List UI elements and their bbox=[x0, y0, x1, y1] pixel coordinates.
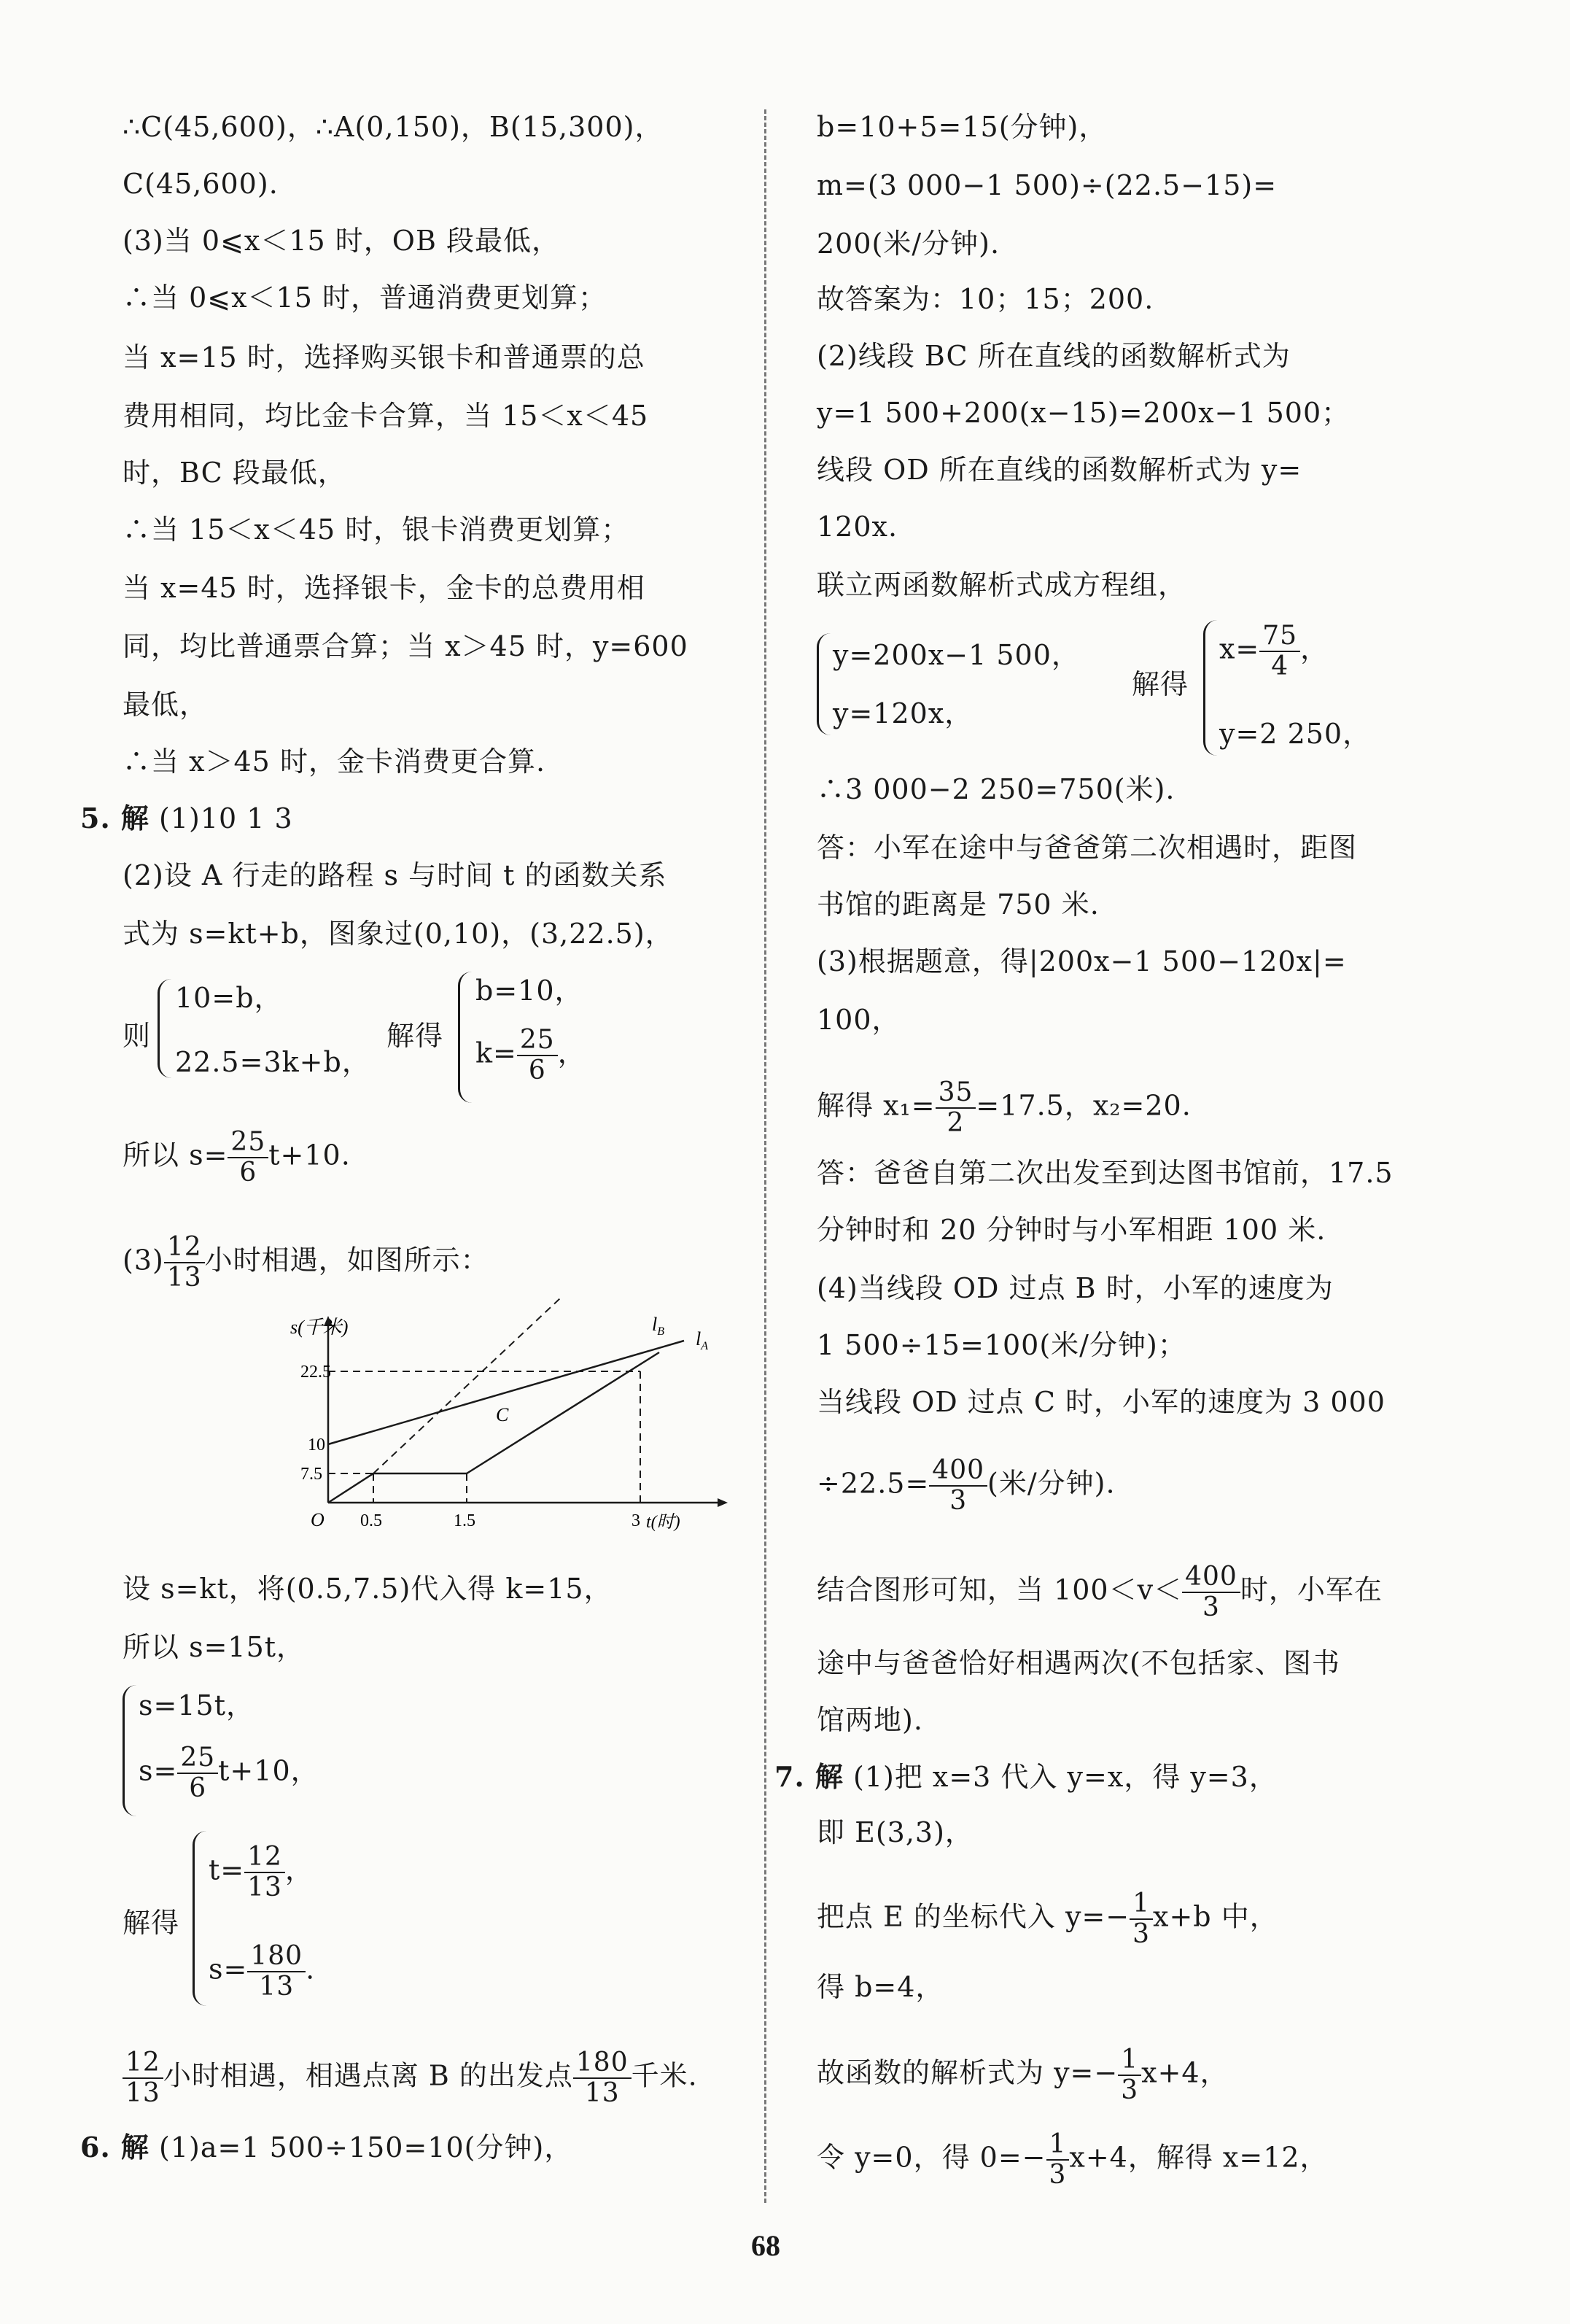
distance-time-graph bbox=[290, 1306, 750, 1546]
fraction: $\frac{75}{4}$ bbox=[1259, 621, 1300, 681]
text-line: 设 s=kt，将(0.5,7.5)代入得 k=15， bbox=[123, 1573, 613, 1605]
text-line: 费用相同，均比金卡合算，当 15＜x＜45 bbox=[123, 400, 649, 432]
x-axis-label: t(时) bbox=[646, 1513, 680, 1532]
text-line: 200(米/分钟). bbox=[817, 228, 1000, 260]
equation: k= $\frac{25}{6}$ ， bbox=[475, 1025, 586, 1085]
brace bbox=[193, 1831, 206, 2006]
line-a-label: $l_A$ bbox=[696, 1328, 709, 1352]
text-line: 线段 OD 所在直线的函数解析式为 y= bbox=[817, 454, 1302, 486]
text-line: (2)设 A 行走的路程 s 与时间 t 的函数关系 bbox=[123, 859, 667, 891]
fraction: $\frac{25}{6}$ bbox=[228, 1128, 268, 1188]
solve-label: 解得 bbox=[1132, 668, 1189, 700]
fraction: $\frac{12}{13}$ bbox=[164, 1233, 205, 1293]
text-line: 答：小军在途中与爸爸第二次相遇时，距图 bbox=[817, 832, 1358, 864]
brace bbox=[158, 979, 171, 1078]
tick-label: 10 bbox=[308, 1436, 325, 1455]
question-5-answer bbox=[80, 801, 293, 836]
equation: s=15t， bbox=[139, 1689, 254, 1721]
fraction: $\frac{12}{13}$ bbox=[244, 1843, 285, 1902]
brace bbox=[817, 633, 831, 735]
equation: y=120x， bbox=[833, 697, 974, 729]
text-line: ∴当 0⩽x＜15 时，普通消费更划算； bbox=[123, 282, 607, 314]
answer-part-1: (1)把 x=3 代入 y=x，得 y=3， bbox=[853, 1761, 1278, 1793]
text-line: y=1 500+200(x−15)=200x−1 500； bbox=[817, 397, 1351, 429]
equation: 22.5=3k+b， bbox=[175, 1046, 370, 1078]
text-line: 结合图形可知，当 100＜v＜ $\frac{400}{3}$ 时，小军在 bbox=[817, 1562, 1383, 1622]
text-line: 答：爸爸自第二次出发至到达图书馆前，17.5 bbox=[817, 1157, 1394, 1189]
text-line: 馆两地). bbox=[817, 1704, 923, 1736]
text-line: ∴当 15＜x＜45 时，银卡消费更划算； bbox=[123, 514, 630, 546]
text-line: (3) $\frac{12}{13}$ 小时相遇，如图所示： bbox=[123, 1232, 489, 1293]
text-line: ∴C(45,600)，∴A(0,150)，B(15,300)， bbox=[123, 111, 664, 143]
fraction: $\frac{180}{13}$ bbox=[573, 2048, 632, 2108]
text-line: b=10+5=15(分钟)， bbox=[817, 111, 1108, 143]
tick-label: 22.5 bbox=[300, 1363, 331, 1382]
fraction: $\frac{400}{3}$ bbox=[1182, 1562, 1240, 1622]
fraction: $\frac{1}{3}$ bbox=[1118, 2045, 1141, 2105]
fraction: $\frac{25}{6}$ bbox=[517, 1026, 558, 1085]
brace bbox=[1203, 620, 1217, 756]
text-line: (2)线段 BC 所在直线的函数解析式为 bbox=[817, 340, 1291, 372]
fraction: $\frac{1}{3}$ bbox=[1130, 1889, 1153, 1949]
point-c-label: C bbox=[496, 1404, 509, 1425]
equation: x= $\frac{75}{4}$ ， bbox=[1219, 621, 1329, 681]
text-line: 当线段 OD 过点 C 时，小军的速度为 3 000 bbox=[817, 1386, 1386, 1418]
page-number: 68 bbox=[751, 2229, 780, 2262]
text-line: m=(3 000−1 500)÷(22.5−15)= bbox=[817, 169, 1278, 201]
text-line: 把点 E 的坐标代入 y=− $\frac{1}{3}$ x+b 中， bbox=[817, 1889, 1278, 1949]
text-line: (3)根据题意，得|200x−1 500−120x|= bbox=[817, 945, 1347, 977]
text-line: 故答案为：10；15；200. bbox=[817, 283, 1154, 315]
solve-label: 解得 bbox=[123, 1907, 180, 1939]
origin-label: O bbox=[311, 1509, 325, 1530]
fraction: $\frac{1}{3}$ bbox=[1046, 2130, 1070, 2190]
text-line: 当 x=45 时，选择银卡，金卡的总费用相 bbox=[123, 572, 645, 604]
question-7-answer bbox=[774, 1759, 1278, 1794]
text-line: 最低， bbox=[123, 689, 209, 721]
text-line: ÷22.5= $\frac{400}{3}$ (米/分钟). bbox=[817, 1455, 1116, 1516]
text-line: 联立两函数解析式成方程组， bbox=[817, 569, 1187, 601]
text-line: (3)当 0⩽x＜15 时，OB 段最低， bbox=[123, 225, 560, 257]
text-line: 即 E(3,3)， bbox=[817, 1816, 974, 1848]
text-line: 得 b=4， bbox=[817, 1971, 944, 2003]
line-b-segment-1 bbox=[328, 1473, 373, 1503]
text-line: 令 y=0，得 0=− $\frac{1}{3}$ x+4，解得 x=12， bbox=[817, 2129, 1329, 2190]
text-line: 同，均比普通票合算；当 x＞45 时，y=600 bbox=[123, 630, 688, 662]
column-divider bbox=[764, 109, 766, 2203]
text-line: 1 500÷15=100(米/分钟)； bbox=[817, 1329, 1186, 1361]
text-line: 书馆的距离是 750 米. bbox=[817, 888, 1100, 921]
y-axis-label: s(千米) bbox=[290, 1317, 349, 1338]
text-line: 当 x=15 时，选择购买银卡和普通票的总 bbox=[123, 341, 645, 373]
equation: y=2 250， bbox=[1219, 718, 1372, 750]
equation: y=200x−1 500， bbox=[833, 639, 1080, 671]
question-number: 7. 解 bbox=[774, 1760, 844, 1793]
then-label: 则 bbox=[123, 1020, 152, 1052]
text-line: 120x. bbox=[817, 511, 898, 543]
equation: 10=b， bbox=[175, 982, 283, 1014]
result-line: 所以 s= $\frac{25}{6}$ t+10. bbox=[123, 1127, 351, 1188]
line-b-label: $l_B$ bbox=[652, 1314, 665, 1338]
brace bbox=[458, 972, 472, 1103]
text-line: 100， bbox=[817, 1004, 901, 1036]
text-line: 所以 s=15t， bbox=[123, 1631, 306, 1663]
equation: t= $\frac{12}{13}$ ， bbox=[209, 1842, 314, 1902]
line-a bbox=[328, 1341, 684, 1444]
fraction: $\frac{35}{2}$ bbox=[936, 1078, 976, 1138]
question-6-answer bbox=[80, 2130, 572, 2165]
text-line: (4)当线段 OD 过点 B 时，小军的速度为 bbox=[817, 1272, 1334, 1304]
question-number: 6. 解 bbox=[80, 2131, 149, 2164]
answer-part-1: (1)10 1 3 bbox=[159, 802, 293, 834]
fraction: $\frac{25}{6}$ bbox=[177, 1743, 218, 1803]
question-number: 5. 解 bbox=[80, 802, 149, 834]
answer-part-1: (1)a=1 500÷150=10(分钟)， bbox=[159, 2131, 573, 2164]
tick-label: 0.5 bbox=[360, 1511, 382, 1530]
text-line: 式为 s=kt+b，图象过(0,10)，(3,22.5)， bbox=[123, 918, 674, 950]
fraction: $\frac{180}{13}$ bbox=[247, 1942, 306, 2002]
text-line: 时，BC 段最低， bbox=[123, 457, 346, 489]
text-line: 故函数的解析式为 y=− $\frac{1}{3}$ x+4， bbox=[817, 2045, 1229, 2105]
text-line: ∴3 000−2 250=750(米). bbox=[817, 773, 1175, 805]
text-line: ∴当 x＞45 时，金卡消费更合算. bbox=[123, 745, 546, 778]
text-line: 分钟时和 20 分钟时与小军相距 100 米. bbox=[817, 1214, 1326, 1246]
solve-label: 解得 bbox=[386, 1020, 444, 1052]
tick-label: 1.5 bbox=[454, 1511, 475, 1530]
text-line: $\frac{12}{13}$ 小时相遇，相遇点离 B 的出发点 $\frac{180}{13}$ 千米. bbox=[123, 2048, 698, 2108]
equation: s= $\frac{180}{13}$ . bbox=[209, 1941, 316, 2002]
text-line: C(45,600). bbox=[123, 168, 279, 200]
tick-label: 3 bbox=[632, 1511, 640, 1530]
equation: s= $\frac{25}{6}$ t+10， bbox=[139, 1743, 319, 1803]
tick-label: 7.5 bbox=[300, 1465, 322, 1484]
text-line: 途中与爸爸恰好相遇两次(不包括家、图书 bbox=[817, 1647, 1340, 1679]
equation: b=10， bbox=[475, 975, 583, 1007]
fraction: $\frac{12}{13}$ bbox=[123, 2048, 163, 2108]
fraction: $\frac{400}{3}$ bbox=[929, 1456, 987, 1516]
text-line: 解得 x₁= $\frac{35}{2}$ =17.5，x₂=20. bbox=[817, 1077, 1192, 1138]
brace bbox=[123, 1685, 136, 1816]
